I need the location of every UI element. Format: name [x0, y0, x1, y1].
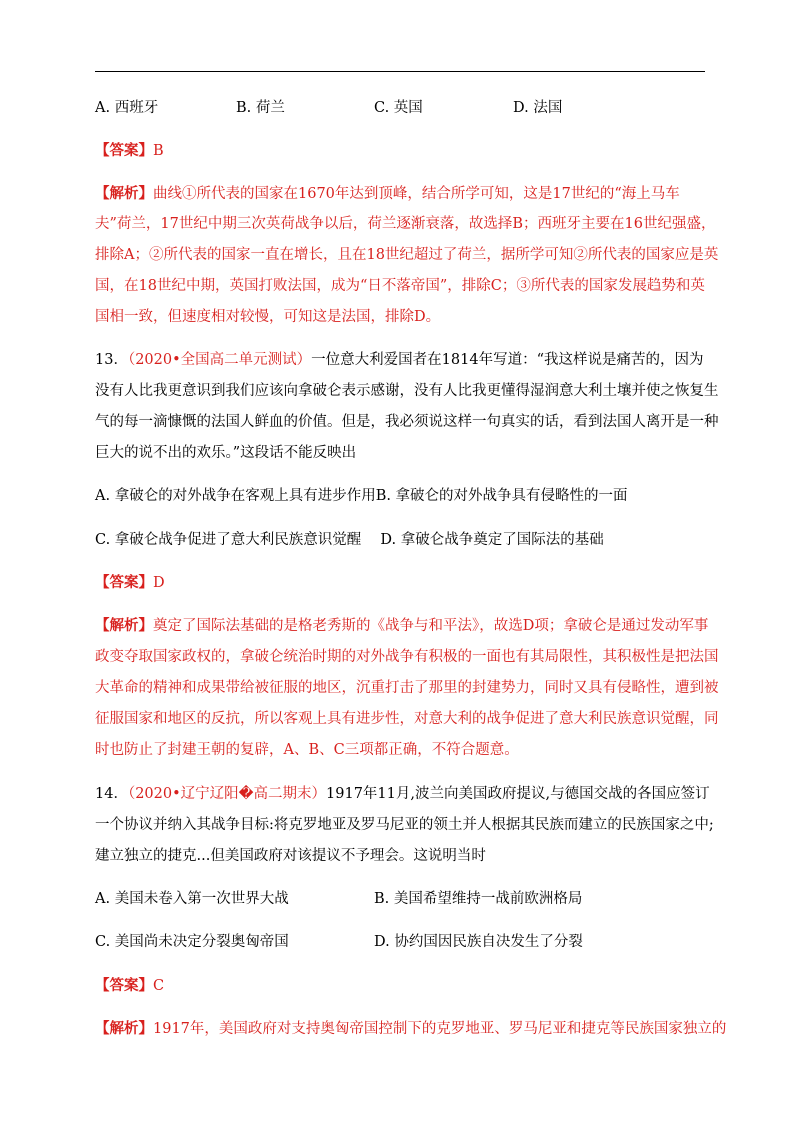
q14-option-a: A. 美国未卷入第一次世界大战: [95, 891, 289, 907]
q12-analysis-line-1: [95, 184, 680, 204]
q12-answer-tag: 【答案】: [95, 142, 153, 159]
q13-options-line-2: C. 拿破仑战争促进了意大利民族意识觉醒 D. 拿破仑战争奠定了国际法的基础: [95, 532, 604, 548]
q12-analysis-line-3: 排除A；②所代表的国家一直在增长，且在18世纪超过了荷兰，据所学可知②所代表的国家应是英: [95, 247, 719, 263]
q12-option-a: A. 西班牙: [95, 100, 159, 116]
q12-analysis-line-4: 国，在18世纪中期，英国打败法国，成为“日不落帝国”，排除C；③所代表的国家发展趋势和英: [95, 278, 705, 294]
q13-answer-value: D: [153, 575, 165, 591]
q14-answer-value: C: [153, 978, 165, 994]
q14-option-d: D. 协约国因民族自决发生了分裂: [374, 934, 583, 950]
q13-stem-line-1: [95, 350, 703, 370]
q12-analysis-tag: 【解析】: [95, 185, 153, 202]
q14-number: 14．: [95, 786, 128, 802]
q13-stem-line-3: 气的每一滴慷慨的法国人鲜血的价值。但是，我必须说这样一句真实的话，看到法国人离开是一种: [95, 414, 719, 430]
q13-stem-line-4: 巨大的说不出的欢乐。”这段话不能反映出: [95, 445, 357, 461]
q12-option-d: D. 法国: [513, 100, 563, 116]
q14-stem-text: 1917年11月,波兰向美国政府提议,与德国交战的各国应签订: [326, 786, 710, 802]
header-rule: [95, 71, 705, 72]
q12-analysis-line-2: 夫”荷兰，17世纪中期三次英荷战争以后，荷兰逐渐衰落，故选择B；西班牙主要在16世纪强盛，: [95, 216, 716, 232]
q12-option-c: C. 英国: [374, 100, 423, 116]
q13-analysis-line-4: 征服国家和地区的反抗，所以客观上具有进步性，对意大利的战争促进了意大利民族意识觉醒，同: [95, 711, 719, 727]
q14-analysis-line-1: [95, 1019, 726, 1039]
q13-analysis-line-5: 时也防止了封建王朝的复辟，A、B、C三项都正确，不符合题意。: [95, 742, 519, 758]
q12-answer: [95, 141, 164, 161]
q13-answer: [95, 573, 165, 593]
q13-analysis-line-3: 大革命的精神和成果带给被征服的地区，沉重打击了那里的封建势力，同时又具有侵略性，遭到被: [95, 680, 719, 696]
q13-number: 13．: [95, 352, 128, 368]
q14-stem-line-2: 一个协议并纳入其战争目标:将克罗地亚及罗马尼亚的领土并人根据其民族而建立的民族国家之中;: [95, 817, 714, 833]
q14-answer-tag: 【答案】: [95, 977, 153, 994]
q12-analysis-line-5: 国相一致，但速度相对较慢，可知这是法国，排除D。: [95, 309, 441, 325]
q13-analysis-line-1: [95, 616, 708, 636]
q12-analysis-text: 曲线①所代表的国家在1670年达到顶峰，结合所学可知，这是17世纪的“海上马车: [153, 186, 680, 202]
q14-answer: [95, 976, 164, 996]
q13-answer-tag: 【答案】: [95, 574, 153, 591]
q13-analysis-tag: 【解析】: [95, 617, 153, 634]
q14-stem-line-1: [95, 784, 710, 804]
q14-stem-line-3: 建立独立的捷克...但美国政府对该提议不予理会。这说明当时: [95, 848, 486, 864]
q14-analysis-text: 1917年，美国政府对支持奥匈帝国控制下的克罗地亚、罗马尼亚和捷克等民族国家独立的: [153, 1021, 727, 1037]
q13-stem-line-2: 没有人比我更意识到我们应该向拿破仑表示感谢，没有人比我更懂得湿润意大利土壤并使之恢复生: [95, 383, 719, 399]
q14-option-b: B. 美国希望维持一战前欧洲格局: [374, 891, 583, 907]
q13-analysis-line-2: 政变夺取国家政权的，拿破仑统治时期的对外战争有积极的一面也有其局限性，其积极性是把法国: [95, 649, 719, 665]
q14-option-c: C. 美国尚未决定分裂奥匈帝国: [95, 934, 289, 950]
q13-stem-text: 一位意大利爱国者在1814年写道：“我这样说是痛苦的，因为: [311, 352, 704, 368]
q12-option-b: B. 荷兰: [236, 100, 285, 116]
q12-answer-value: B: [153, 143, 164, 159]
q14-source: （2020•辽宁辽阳�高二期末）: [127, 786, 327, 802]
q13-options-line-1: A. 拿破仑的对外战争在客观上具有进步作用B. 拿破仑的对外战争具有侵略性的一面: [95, 488, 628, 504]
q14-analysis-tag: 【解析】: [95, 1020, 153, 1037]
q13-source: （2020•全国高二单元测试）: [127, 352, 312, 368]
q13-analysis-text: 奠定了国际法基础的是格老秀斯的《战争与和平法》，故选D项；拿破仑是通过发动军事: [153, 618, 709, 634]
